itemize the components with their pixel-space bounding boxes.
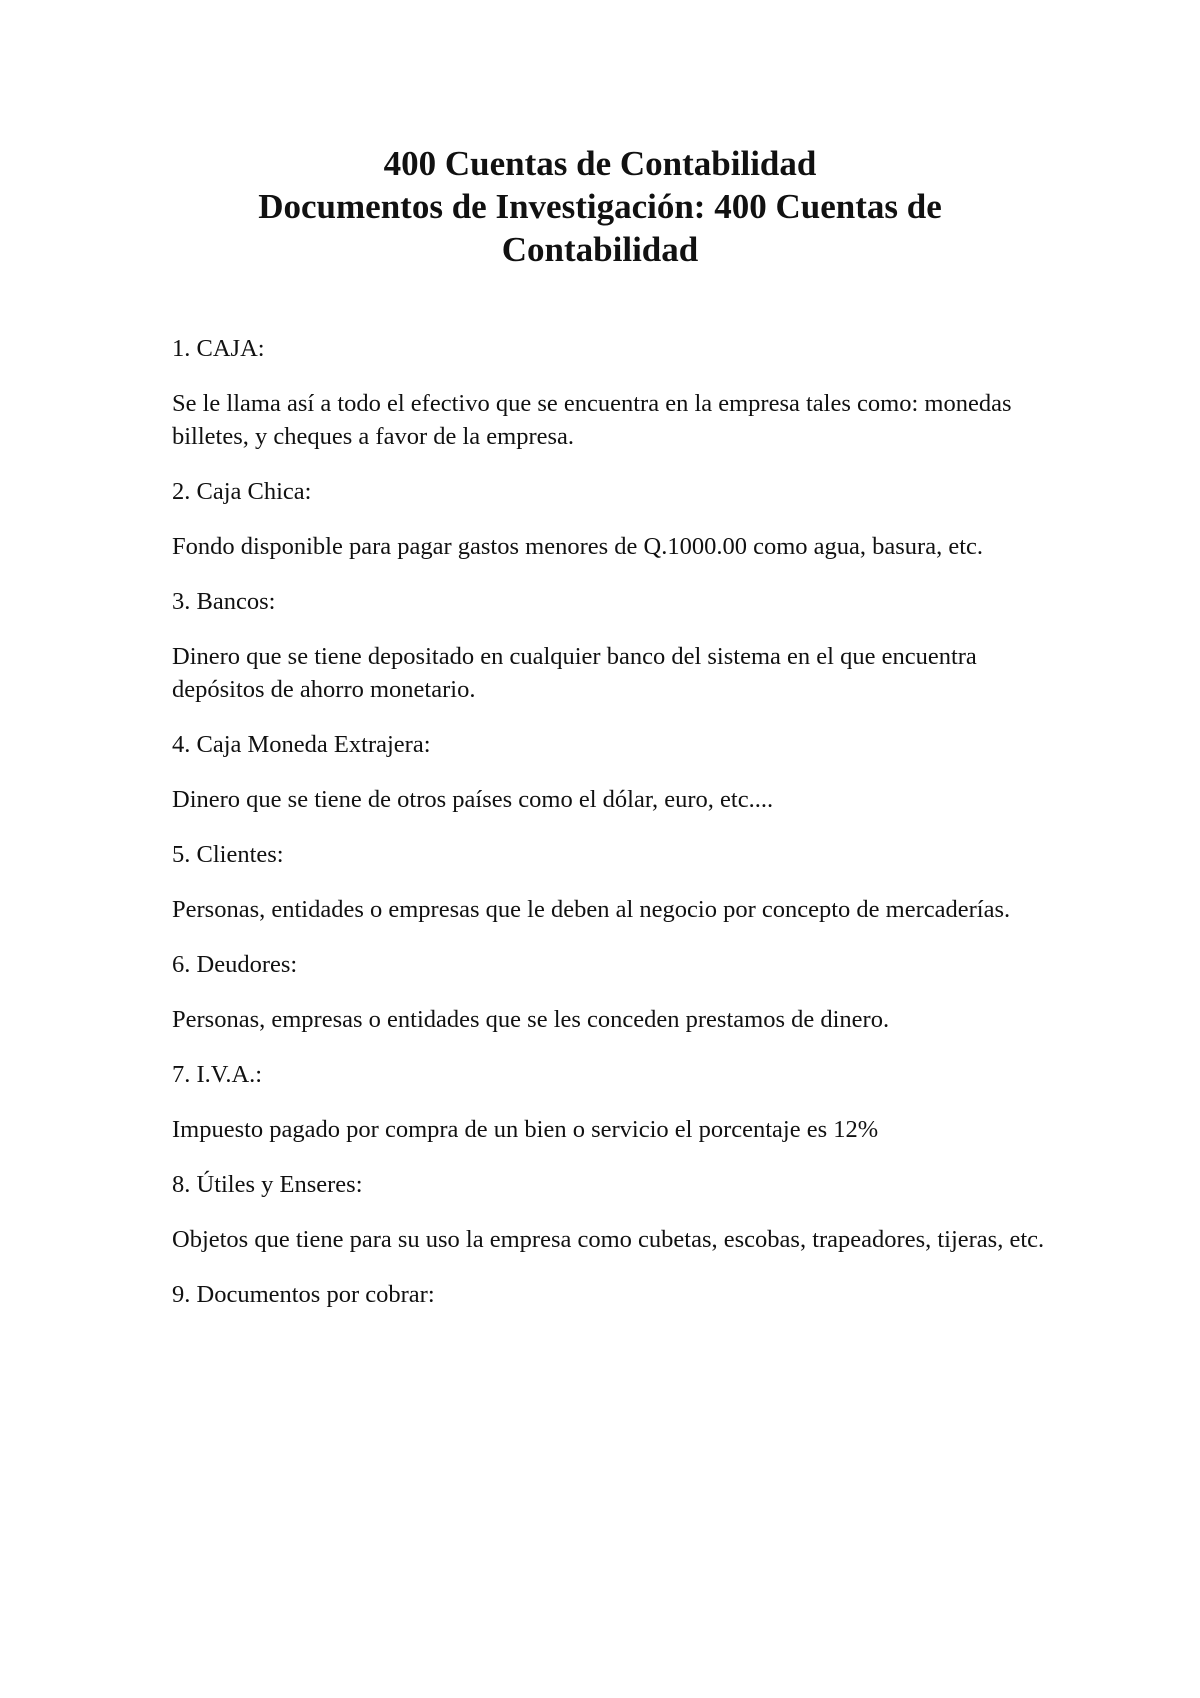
entry-caja-moneda-extranjera	[172, 728, 1052, 816]
entry-text: Personas, entidades o empresas que le deben al negocio por concepto de mercaderías.	[172, 896, 1011, 923]
entry-heading: 7. I.V.A.:	[172, 1061, 263, 1088]
entry-heading: 5. Clientes:	[172, 841, 284, 868]
entry-text: Dinero que se tiene depositado en cualquier banco del sistema en el que encuentra depósitos de ahorro monetario.	[172, 643, 977, 703]
entry-heading: 1. CAJA:	[172, 335, 265, 362]
entry-caja	[172, 332, 1052, 453]
title-line-3: Contabilidad	[501, 230, 699, 269]
entry-deudores	[172, 948, 1052, 1036]
entry-text: Fondo disponible para pagar gastos menores de Q.1000.00 como agua, basura, etc.	[172, 533, 984, 560]
title-line-1: 400 Cuentas de Contabilidad	[383, 144, 817, 183]
title-line-2: Documentos de Investigación: 400 Cuentas de	[258, 187, 942, 226]
document-title	[150, 142, 1050, 271]
entry-heading: 4. Caja Moneda Extrajera:	[172, 731, 431, 758]
entry-text: Objetos que tiene para su uso la empresa como cubetas, escobas, trapeadores, tijeras, etc.	[172, 1226, 1045, 1253]
entry-text: Impuesto pagado por compra de un bien o servicio el porcentaje es 12%	[172, 1116, 879, 1143]
document-body	[172, 332, 1052, 1333]
entry-heading: 3. Bancos:	[172, 588, 276, 615]
entry-heading: 2. Caja Chica:	[172, 478, 312, 505]
entry-utiles-enseres	[172, 1168, 1052, 1256]
entry-text: Personas, empresas o entidades que se les conceden prestamos de dinero.	[172, 1006, 890, 1033]
entry-heading: 8. Útiles y Enseres:	[172, 1171, 363, 1198]
entry-caja-chica	[172, 475, 1052, 563]
entry-heading: 6. Deudores:	[172, 951, 298, 978]
entry-text: Se le llama así a todo el efectivo que se encuentra en la empresa tales como: monedas billetes, y cheques a favor de la empresa.	[172, 390, 1012, 450]
entry-documentos-por-cobrar	[172, 1278, 1052, 1311]
entry-bancos	[172, 585, 1052, 706]
entry-text: Dinero que se tiene de otros países como el dólar, euro, etc....	[172, 786, 774, 813]
entry-clientes	[172, 838, 1052, 926]
entry-iva	[172, 1058, 1052, 1146]
entry-heading: 9. Documentos por cobrar:	[172, 1281, 435, 1308]
